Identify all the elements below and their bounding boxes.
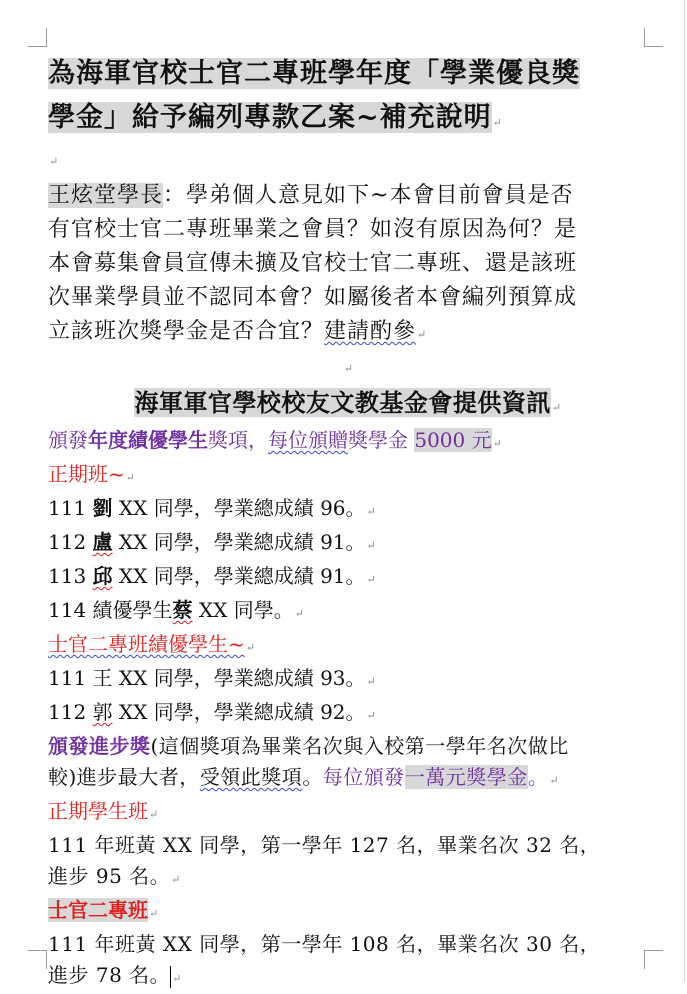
author-name: 王炫堂學長: [48, 183, 164, 208]
paragraph-mark-icon: ↵: [366, 539, 376, 552]
paragraph-mark-icon: ↵: [366, 505, 376, 518]
paragraph-mark-icon: ↵: [551, 401, 562, 414]
paragraph-mark-icon: ↵: [417, 328, 428, 341]
paragraph-mark-icon: ↵: [492, 437, 502, 450]
regular-row: 112 盧 XX 同學，學業總成績 91。↵: [48, 530, 376, 554]
document-title: [48, 52, 648, 145]
paragraph-mark-icon: ↵: [549, 774, 560, 787]
paragraph-mark-icon: ↵: [366, 573, 376, 586]
paragraph-mark-icon: ↵: [149, 808, 159, 821]
opinion-line-4: 次畢業學員並不認同本會？如屬後者本會編列預算成: [48, 285, 578, 310]
paragraph-mark-icon: ↵: [171, 873, 181, 886]
nco-row: 111 王 XX 同學，學業總成績 93。↵: [48, 666, 376, 690]
paragraph-mark-icon: ↵: [125, 471, 135, 484]
nco-student-heading: 士官二專班↵: [48, 898, 159, 922]
opinion-line-1: ：學弟個人意見如下~本會目前會員是否: [163, 183, 574, 208]
paragraph-mark-icon: ↵: [294, 607, 304, 620]
paragraph-mark-icon: ↵: [49, 155, 59, 168]
crop-mark-bottom-left: [28, 950, 47, 969]
award1-amount: 5000 元: [414, 428, 492, 452]
paragraph-mark-icon: ↵: [343, 362, 354, 375]
paragraph-mark-icon: ↵: [492, 116, 503, 129]
empty-paragraph: [48, 352, 648, 386]
regular-row: 113 邱 XX 同學，學業總成績 91。↵: [48, 564, 376, 588]
title-line-1: 為海軍官校士官二專班學年度「學業優良獎: [48, 58, 580, 89]
paragraph-mark-icon: ↵: [366, 709, 376, 722]
opinion-paragraph: [48, 179, 648, 352]
paragraph-mark-icon: ↵: [245, 641, 255, 654]
award1-line: 頒發年度績優學生獎項，每位頒贈獎學金 5000 元↵: [48, 428, 502, 452]
document-page[interactable]: [48, 52, 648, 994]
nco-student-paragraph: 111 年班黃 XX 同學，第一學年 108 名，畢業名次 30 名， 進步 78 名。 ↵: [48, 932, 601, 987]
empty-paragraph: [48, 145, 648, 179]
regular-student-paragraph: 111 年班黃 XX 同學，第一學年 127 名，畢業名次 32 名， 進步 95 名。↵: [48, 833, 601, 888]
page-edge: [684, 0, 685, 981]
award2-paragraph: 頒發進步獎(這個獎項為畢業名次與入校第一學年名次做比 較)進步最大者，受領此獎項。每位頒發一萬元獎學金。↵: [48, 734, 569, 789]
opinion-line-5-end: 建請酌參: [324, 319, 417, 344]
nco-row: 112 郭 XX 同學，學業總成績 92。↵: [48, 700, 376, 724]
regular-row: 114 績優學生蔡 XX 同學。↵: [48, 598, 304, 622]
paragraph-mark-icon: ↵: [172, 972, 182, 985]
paragraph-mark-icon: ↵: [366, 675, 376, 688]
crop-mark-top-left: [28, 28, 47, 47]
section-title: 海軍軍官學校校友文教基金會提供資訊↵: [134, 388, 562, 417]
title-line-2: 學金」給予編列專款乙案~補充說明: [48, 102, 492, 133]
opinion-line-3: 本會募集會員宣傳未擴及官校士官二專班、還是該班: [48, 251, 578, 276]
nco-class-heading: 士官二專班績優學生~↵: [48, 632, 255, 656]
paragraph-mark-icon: ↵: [149, 907, 159, 920]
crop-mark-top-right: [644, 28, 663, 47]
opinion-line-5: 立該班次獎學金是否合宜？: [48, 319, 325, 344]
regular-class-heading: 正期班~↵: [48, 462, 135, 486]
regular-student-heading: 正期學生班↵: [48, 799, 159, 823]
opinion-line-2: 有官校士官二專班畢業之會員？如沒有原因為何？是: [48, 217, 578, 242]
regular-row: 111 劉 XX 同學，學業總成績 96。↵: [48, 496, 376, 520]
